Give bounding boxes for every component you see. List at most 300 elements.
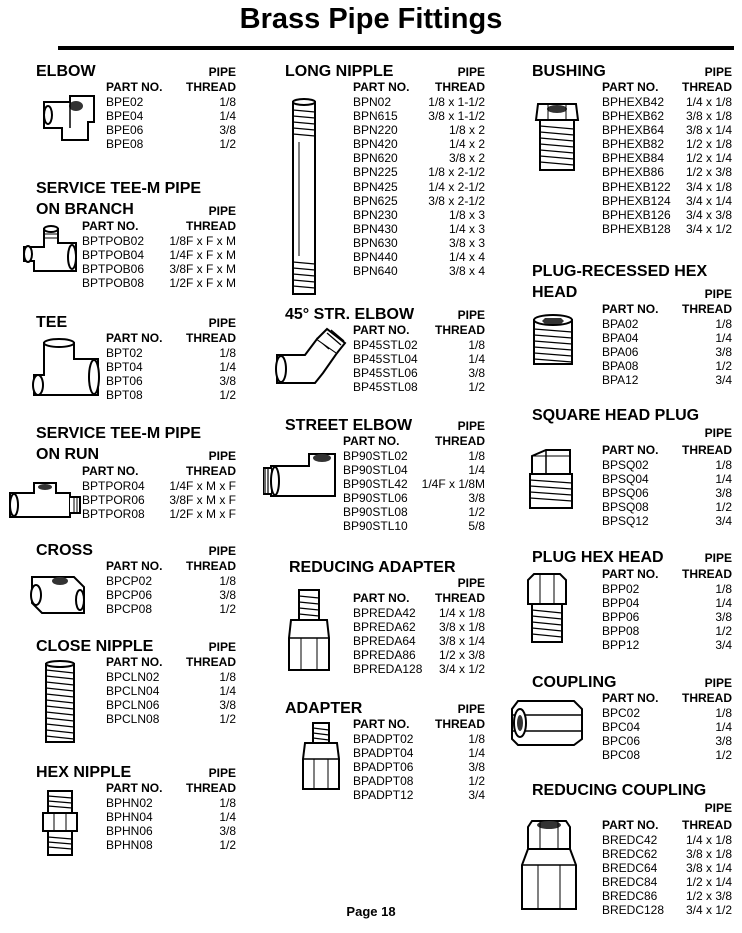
pipe-thread: 1/4 — [468, 746, 485, 761]
table-row — [602, 359, 732, 373]
table-row — [602, 137, 732, 151]
table-row — [602, 373, 732, 387]
part-number: BREDC42 — [602, 833, 658, 847]
table-row — [602, 317, 732, 331]
part-number: BPN640 — [353, 264, 398, 279]
part-number: BREDC84 — [602, 875, 658, 890]
part-number: BPN220 — [353, 123, 398, 138]
table-row — [106, 796, 236, 810]
part-no-header: PART NO. — [82, 219, 139, 233]
table-row — [353, 380, 485, 394]
table-row — [353, 352, 485, 366]
section-bushing — [532, 62, 732, 252]
pipe-thread: 3/8 — [219, 123, 236, 138]
part-number: BPN630 — [353, 235, 398, 250]
part-number: BPCLN04 — [106, 684, 160, 699]
part-number: BPN225 — [353, 165, 398, 180]
table-row — [106, 374, 236, 388]
table-row — [602, 861, 732, 875]
section-title: 45° STR. ELBOW — [285, 306, 415, 323]
section-title-line2: ON BRANCH — [36, 201, 134, 218]
pipe-thread: 1/4 — [468, 352, 485, 367]
part-number: BPA04 — [602, 331, 639, 346]
pipe-thread: 1/2 — [715, 359, 732, 374]
part-number: BPHEXB82 — [602, 137, 665, 152]
pipe-thread: 3/4 — [715, 638, 732, 653]
pipe-thread: 1/2 — [219, 712, 236, 727]
pipe-thread: 1/2 — [468, 380, 485, 395]
part-no-header: PART NO. — [106, 331, 163, 345]
part-number: BP90STL04 — [343, 463, 408, 478]
part-number: BPHN08 — [106, 838, 153, 853]
pipe-thread: 3/8F x M x F — [169, 493, 236, 508]
parts-table — [602, 706, 732, 762]
pipe-header: PIPE — [457, 702, 485, 716]
part-number: BPA06 — [602, 345, 639, 360]
part-number: BPP06 — [602, 610, 640, 625]
hex-nipple-icon — [40, 787, 80, 859]
section-square-head-plug — [532, 406, 732, 536]
table-row — [106, 137, 236, 151]
table-row — [353, 180, 485, 194]
table-row — [353, 123, 485, 137]
parts-table — [82, 234, 236, 290]
table-row — [602, 109, 732, 123]
table-row — [353, 250, 485, 264]
part-number: BPHEXB122 — [602, 179, 671, 194]
thread-header: THREAD — [682, 443, 732, 457]
thread-header: THREAD — [435, 591, 485, 605]
pipe-thread: 3/8 x 1/4 — [685, 123, 732, 138]
thread-header: THREAD — [435, 717, 485, 731]
part-number: BPN425 — [353, 179, 398, 194]
part-number: BPHN04 — [106, 810, 153, 825]
pipe-thread: 3/8 x 2 — [448, 151, 485, 166]
pipe-thread: 1/4 x 4 — [448, 250, 485, 265]
part-number: BPADPT06 — [353, 760, 414, 775]
table-row — [106, 123, 236, 137]
long-nipple-icon — [290, 98, 318, 298]
section-title: PLUG-RECESSED HEX — [532, 263, 708, 280]
table-row — [602, 95, 732, 109]
pipe-thread: 1/2 x 3/8 — [438, 648, 485, 663]
table-row — [602, 596, 732, 610]
table-row — [602, 123, 732, 137]
pipe-header: PIPE — [208, 65, 236, 79]
table-row — [106, 346, 236, 360]
part-number: BPC02 — [602, 706, 641, 720]
pipe-thread: 1/8 — [715, 706, 732, 720]
pipe-thread: 3/8 — [715, 734, 732, 749]
table-row — [106, 838, 236, 852]
part-number: BP90STL08 — [343, 505, 408, 520]
table-row — [353, 95, 485, 109]
pipe-thread: 1/8 x 3 — [448, 207, 485, 222]
pipe-thread: 1/2 x 1/8 — [685, 137, 732, 152]
part-number: BPA08 — [602, 359, 639, 374]
pipe-thread: 1/8 — [219, 95, 236, 109]
table-row — [602, 151, 732, 165]
pipe-thread: 1/2 — [468, 505, 485, 520]
part-no-header: PART NO. — [602, 818, 659, 832]
section-reducing-adapter — [289, 558, 485, 688]
table-row — [353, 137, 485, 151]
part-number: BPCP06 — [106, 588, 153, 603]
part-no-header: PART NO. — [343, 434, 400, 448]
pipe-header: PIPE — [457, 65, 485, 79]
section-title: ADAPTER — [285, 700, 363, 717]
plug-recessed-icon — [528, 312, 578, 368]
part-number: BPN230 — [353, 207, 398, 222]
part-number: BPN420 — [353, 137, 398, 152]
street-elbow-icon — [263, 446, 343, 506]
part-number: BP45STL04 — [353, 352, 418, 367]
table-row — [602, 638, 732, 652]
pipe-thread: 3/4 x 3/8 — [685, 207, 732, 222]
pipe-header: PIPE — [457, 576, 485, 590]
pipe-thread: 1/4 — [715, 720, 732, 735]
section-title-line2: HEAD — [532, 284, 578, 301]
table-row — [602, 610, 732, 624]
table-row — [602, 194, 732, 208]
part-number: BPCP02 — [106, 574, 153, 588]
section-tee — [36, 313, 236, 413]
table-row — [353, 620, 485, 634]
cross-fitting-icon — [18, 563, 90, 623]
reducing-adapter-icon — [285, 586, 333, 676]
part-number: BPCLN02 — [106, 670, 160, 684]
pipe-thread: 1/2 — [468, 774, 485, 789]
pipe-header: PIPE — [208, 204, 236, 218]
part-number: BPCP08 — [106, 602, 153, 617]
pipe-header: PIPE — [208, 544, 236, 558]
part-number: BREDC128 — [602, 903, 665, 918]
pipe-thread: 3/8 — [219, 374, 236, 389]
part-no-header: PART NO. — [602, 443, 659, 457]
section-close-nipple — [36, 637, 236, 752]
part-number: BPTPOB08 — [82, 276, 145, 291]
section-title: ELBOW — [36, 63, 96, 80]
part-number: BPT06 — [106, 374, 143, 389]
pipe-thread: 3/4 x 1/8 — [685, 179, 732, 194]
pipe-thread: 1/4 x 3 — [448, 221, 485, 236]
pipe-header: PIPE — [208, 316, 236, 330]
pipe-thread: 1/2 x 3/8 — [685, 165, 732, 180]
parts-table — [353, 95, 485, 278]
section-title: PLUG HEX HEAD — [532, 549, 664, 566]
part-number: BPADPT12 — [353, 788, 414, 803]
table-row — [602, 706, 732, 720]
thread-header: THREAD — [435, 323, 485, 337]
pipe-thread: 1/4 — [219, 810, 236, 825]
pipe-thread: 1/4 — [219, 684, 236, 699]
table-row — [602, 582, 732, 596]
pipe-thread: 1/8 — [468, 338, 485, 352]
part-number: BPSQ06 — [602, 486, 649, 501]
pipe-thread: 1/8 x 1-1/2 — [428, 95, 485, 109]
part-number: BPP02 — [602, 582, 640, 596]
table-row — [82, 479, 236, 493]
service-tee-run-icon — [4, 479, 84, 529]
pipe-thread: 1/8F x F x M — [169, 234, 236, 248]
table-row — [106, 684, 236, 698]
pipe-thread: 3/8 — [715, 610, 732, 625]
part-number: BPREDA42 — [353, 606, 416, 620]
pipe-thread: 3/8 — [468, 366, 485, 381]
part-number: BPT02 — [106, 346, 143, 360]
table-row — [602, 734, 732, 748]
table-row — [602, 458, 732, 472]
pipe-thread: 3/8 x 1/8 — [685, 847, 732, 862]
part-no-header: PART NO. — [353, 591, 410, 605]
pipe-thread: 1/2 — [219, 388, 236, 403]
pipe-thread: 1/8 x 2-1/2 — [428, 165, 485, 180]
section-elbow — [36, 62, 236, 162]
table-row — [353, 222, 485, 236]
thread-header: THREAD — [186, 655, 236, 669]
table-row — [106, 824, 236, 838]
pipe-thread: 1/2F x F x M — [169, 276, 236, 291]
section-title: SERVICE TEE-M PIPE — [36, 425, 202, 442]
page-number: Page 18 — [346, 904, 396, 919]
pipe-thread: 1/4 — [219, 109, 236, 124]
square-head-plug-icon — [524, 446, 578, 512]
pipe-thread: 1/4 x 1/8 — [438, 606, 485, 620]
pipe-thread: 1/8 — [715, 582, 732, 596]
part-no-header: PART NO. — [106, 655, 163, 669]
table-row — [353, 788, 485, 802]
thread-header: THREAD — [186, 219, 236, 233]
part-number: BPN625 — [353, 193, 398, 208]
adapter-icon — [299, 719, 343, 793]
table-row — [106, 95, 236, 109]
table-row — [353, 732, 485, 746]
pipe-header: PIPE — [208, 449, 236, 463]
section-plug-recessed-hex-head — [532, 262, 732, 392]
thread-header: THREAD — [682, 691, 732, 705]
part-no-header: PART NO. — [602, 567, 659, 581]
reducing-coupling-icon — [518, 815, 580, 915]
part-number: BPTPOR04 — [82, 479, 145, 493]
part-number: BPHEXB64 — [602, 123, 665, 138]
parts-table — [602, 458, 732, 528]
pipe-header: PIPE — [208, 766, 236, 780]
parts-table — [343, 449, 485, 534]
pipe-thread: 1/2 — [715, 624, 732, 639]
tee-fitting-icon — [14, 335, 104, 405]
pipe-header: PIPE — [457, 419, 485, 433]
part-number: BPREDA64 — [353, 634, 416, 649]
part-no-header: PART NO. — [602, 691, 659, 705]
pipe-thread: 1/2F x M x F — [169, 507, 236, 522]
section-title: HEX NIPPLE — [36, 764, 132, 781]
part-number: BPE08 — [106, 137, 144, 152]
parts-table — [602, 317, 732, 387]
part-number: BPN440 — [353, 250, 398, 265]
page-title: Brass Pipe Fittings — [239, 3, 503, 35]
table-row — [82, 248, 236, 262]
pipe-thread: 1/4 x 2 — [448, 137, 485, 152]
pipe-thread: 3/8 — [219, 698, 236, 713]
part-number: BREDC64 — [602, 861, 658, 876]
pipe-thread: 3/8 — [219, 588, 236, 603]
table-row — [106, 810, 236, 824]
pipe-thread: 1/4 — [715, 472, 732, 487]
table-row — [353, 236, 485, 250]
close-nipple-icon — [42, 660, 78, 746]
part-no-header: PART NO. — [106, 80, 163, 94]
section-service-tee-branch — [36, 179, 236, 299]
table-row — [343, 449, 485, 463]
table-row — [602, 500, 732, 514]
parts-table — [353, 732, 485, 802]
pipe-thread: 1/4F x 1/8M — [421, 477, 485, 492]
part-number: BPE06 — [106, 123, 144, 138]
pipe-thread: 3/8 x 2-1/2 — [428, 193, 485, 208]
thread-header: THREAD — [682, 302, 732, 316]
part-number: BPC06 — [602, 734, 641, 749]
table-row — [602, 624, 732, 638]
part-number: BP90STL10 — [343, 519, 408, 534]
table-row — [343, 505, 485, 519]
pipe-thread: 3/4 x 1/2 — [438, 662, 485, 677]
pipe-thread: 1/4 — [219, 360, 236, 375]
part-no-header: PART NO. — [353, 717, 410, 731]
pipe-thread: 1/2 x 1/4 — [685, 151, 732, 166]
pipe-thread: 1/2 x 1/4 — [685, 875, 732, 890]
part-number: BPREDA128 — [353, 662, 423, 677]
table-row — [353, 606, 485, 620]
thread-header: THREAD — [186, 464, 236, 478]
table-row — [353, 109, 485, 123]
pipe-thread: 1/8 — [468, 449, 485, 463]
part-number: BPSQ02 — [602, 458, 649, 472]
table-row — [343, 491, 485, 505]
service-tee-branch-icon — [14, 223, 84, 283]
pipe-thread: 3/8 — [219, 824, 236, 839]
pipe-thread: 3/8 x 1/4 — [685, 861, 732, 876]
table-row — [602, 833, 732, 847]
elbow-fitting-icon — [40, 92, 98, 144]
pipe-thread: 1/4 x 2-1/2 — [428, 179, 485, 194]
pipe-header: PIPE — [208, 640, 236, 654]
part-number: BP45STL08 — [353, 380, 418, 395]
table-row — [106, 109, 236, 123]
title-rule — [58, 46, 734, 50]
table-row — [602, 889, 732, 903]
pipe-thread: 1/8 — [219, 670, 236, 684]
section-title-line2: ON RUN — [36, 446, 100, 463]
table-row — [602, 486, 732, 500]
part-number: BP90STL02 — [343, 449, 408, 463]
part-number: BREDC62 — [602, 847, 658, 862]
part-number: BPSQ08 — [602, 500, 649, 515]
thread-header: THREAD — [186, 80, 236, 94]
part-number: BPREDA62 — [353, 620, 416, 635]
table-row — [353, 338, 485, 352]
table-row — [353, 264, 485, 278]
part-number: BPT08 — [106, 388, 143, 403]
table-row — [602, 165, 732, 179]
pipe-thread: 3/4 x 1/4 — [685, 193, 732, 208]
part-number: BPTPOB04 — [82, 248, 145, 263]
part-number: BPHN06 — [106, 824, 153, 839]
section-adapter — [285, 699, 485, 814]
pipe-thread: 1/2 — [715, 748, 732, 763]
part-number: BPSQ12 — [602, 514, 649, 529]
part-number: BPTPOR06 — [82, 493, 145, 508]
table-row — [353, 648, 485, 662]
table-row — [602, 720, 732, 734]
table-row — [602, 222, 732, 236]
section-title: LONG NIPPLE — [285, 63, 394, 80]
pipe-thread: 1/4F x M x F — [169, 479, 236, 493]
part-number: BP45STL06 — [353, 366, 418, 381]
table-row — [106, 388, 236, 402]
section-title: REDUCING COUPLING — [532, 782, 707, 799]
part-number: BPP08 — [602, 624, 640, 639]
part-number: BPC04 — [602, 720, 641, 735]
section-reducing-coupling — [532, 781, 732, 921]
part-number: BPREDA86 — [353, 648, 416, 663]
parts-table — [106, 95, 236, 151]
part-number: BPSQ04 — [602, 472, 649, 487]
pipe-thread: 1/8 — [715, 317, 732, 331]
section-title: REDUCING ADAPTER — [289, 559, 456, 576]
part-no-header: PART NO. — [353, 80, 410, 94]
table-row — [602, 345, 732, 359]
part-number: BREDC86 — [602, 889, 658, 904]
table-row — [353, 760, 485, 774]
table-row — [353, 366, 485, 380]
part-number: BPHEXB124 — [602, 193, 671, 208]
parts-table — [106, 670, 236, 726]
part-no-header: PART NO. — [106, 781, 163, 795]
part-number: BPN615 — [353, 109, 398, 124]
section-service-tee-run — [36, 424, 236, 534]
pipe-header: PIPE — [457, 308, 485, 322]
section-long-nipple — [285, 62, 485, 292]
part-number: BPHEXB126 — [602, 207, 671, 222]
table-row — [602, 208, 732, 222]
pipe-thread: 1/4 x 1/8 — [685, 833, 732, 847]
pipe-thread: 1/8 — [715, 458, 732, 472]
table-row — [602, 331, 732, 345]
parts-table — [106, 796, 236, 852]
table-row — [343, 463, 485, 477]
table-row — [602, 514, 732, 528]
pipe-header: PIPE — [704, 801, 732, 815]
part-number: BPT04 — [106, 360, 143, 375]
table-row — [82, 493, 236, 507]
section-street-elbow — [285, 416, 485, 546]
pipe-thread: 3/8F x F x M — [169, 262, 236, 277]
pipe-header: PIPE — [704, 426, 732, 440]
pipe-thread: 1/4F x F x M — [169, 248, 236, 263]
pipe-thread: 3/4 x 1/2 — [685, 221, 732, 236]
thread-header: THREAD — [682, 567, 732, 581]
part-number: BPTPOB06 — [82, 262, 145, 277]
table-row — [106, 712, 236, 726]
pipe-thread: 3/4 x 1/2 — [685, 903, 732, 918]
part-number: BPP04 — [602, 596, 640, 611]
table-row — [353, 151, 485, 165]
pipe-thread: 1/2 — [219, 838, 236, 853]
pipe-thread: 3/8 — [468, 491, 485, 506]
pipe-thread: 3/4 — [468, 788, 485, 803]
pipe-thread: 1/4 — [715, 331, 732, 346]
section-title: CLOSE NIPPLE — [36, 638, 154, 655]
